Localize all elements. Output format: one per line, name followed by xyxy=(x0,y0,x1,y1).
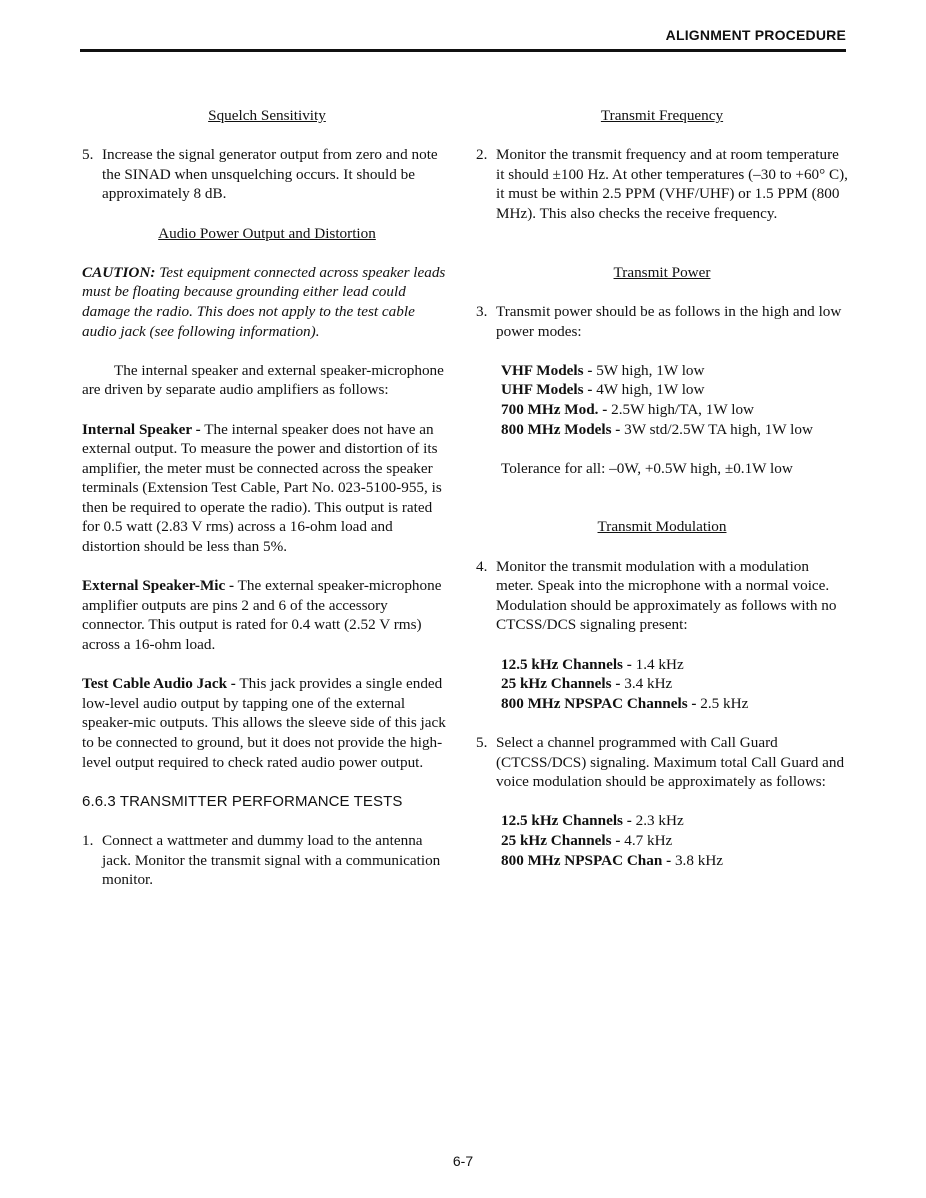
spec-label: UHF Models - xyxy=(501,381,593,399)
transmitter-step-1 xyxy=(82,831,452,890)
call-guard-spec-list xyxy=(476,811,848,870)
modulation-spec-row xyxy=(501,694,848,714)
spec-value: 5W high, 1W low xyxy=(596,361,705,379)
external-speaker-mic-label: External Speaker-Mic - xyxy=(82,577,235,595)
amplifier-intro: The internal speaker and external speaker-microphone are driven by separate audio amplifiers as follows: xyxy=(82,361,444,399)
header-rule xyxy=(80,49,846,52)
step-number: 5. xyxy=(476,734,488,751)
step-number: 3. xyxy=(476,302,488,320)
test-cable-audio-jack-label: Test Cable Audio Jack - xyxy=(82,675,236,693)
power-spec-row xyxy=(501,420,848,440)
test-cable-audio-jack-text: This jack provides a single ended low-level audio output by tapping one of the external speaker-mic outputs. This allows the sleeve side of this jack to be connected to ground, but it does not provide the high-level output required to check rated audio power output. xyxy=(82,675,446,771)
power-tolerance: Tolerance for all: –0W, +0.5W high, ±0.1W low xyxy=(501,459,793,477)
caution-note xyxy=(82,263,452,341)
spec-value: 3W std/2.5W TA high, 1W low xyxy=(624,420,813,438)
caution-label: CAUTION: xyxy=(82,263,156,281)
internal-speaker-paragraph xyxy=(82,420,452,557)
transmit-frequency-heading: Transmit Frequency xyxy=(600,107,724,124)
frequency-step-2 xyxy=(476,145,848,223)
external-speaker-mic-text: The external speaker-microphone amplifier outputs are pins 2 and 6 of the accessory connector. This output is rated for 0.4 watt (2.52 V rms) across a 16-ohm load. xyxy=(82,577,442,654)
spec-label: 800 MHz Models - xyxy=(501,420,621,438)
spec-label: 12.5 kHz Channels - xyxy=(501,655,632,673)
left-column xyxy=(82,106,452,890)
internal-speaker-text: The internal speaker does not have an external output. To measure the power and distortion of its amplifier, the meter must be connected across the speaker terminals (Extension Test Cable, Part No. 023-5100-955, is then be required to operate the radio). This output is rated for 0.5 watt (2.83 V rms) across a 16-ohm load and distortion should be less than 5%. xyxy=(82,420,442,556)
spec-label: 800 MHz NPSPAC Channels - xyxy=(501,694,697,712)
power-spec-row xyxy=(501,361,848,381)
squelch-step-5 xyxy=(82,145,452,204)
spec-label: 25 kHz Channels - xyxy=(501,831,621,849)
power-spec-row xyxy=(501,380,848,400)
power-spec-row xyxy=(501,400,848,420)
step-text: Increase the signal generator output from zero and note the SINAD when unsquelching occurs. It should be approximately 8 dB. xyxy=(102,146,438,203)
step-number: 2. xyxy=(476,146,488,164)
step-text: Monitor the transmit modulation with a modulation meter. Speak into the microphone with a normal voice. Modulation should be approximately as follows with no CTCSS/DCS signaling present: xyxy=(496,557,837,634)
spec-label: 800 MHz NPSPAC Chan - xyxy=(501,851,672,869)
power-step-3 xyxy=(476,302,848,341)
page-number: 6-7 xyxy=(452,1153,474,1169)
running-head-title: ALIGNMENT PROCEDURE xyxy=(665,27,846,43)
spec-label: 25 kHz Channels - xyxy=(501,675,621,693)
modulation-spec-row xyxy=(501,655,848,675)
spec-value: 3.8 kHz xyxy=(674,851,724,869)
transmit-power-heading: Transmit Power xyxy=(613,263,711,281)
modulation-spec-list xyxy=(476,655,848,714)
call-guard-step-5 xyxy=(476,733,848,792)
right-column xyxy=(476,106,848,870)
modulation-spec-row xyxy=(501,674,848,694)
spec-value: 4W high, 1W low xyxy=(596,381,705,399)
spec-value: 1.4 kHz xyxy=(635,655,684,673)
step-number: 4. xyxy=(476,557,488,575)
step-text: Monitor the transmit frequency and at room temperature it should ±100 Hz. At other temperatures (–30 to +60° C), it must be within 2.5 PPM (VHF/UHF) or 1.5 PPM (800 MHz). This also checks the receive frequency. xyxy=(496,146,848,222)
external-speaker-mic-paragraph xyxy=(82,576,452,654)
spec-value: 2.3 kHz xyxy=(635,812,684,830)
transmit-modulation-heading: Transmit Modulation xyxy=(597,518,727,536)
spec-value: 3.4 kHz xyxy=(624,675,673,693)
step-text: Select a channel programmed with Call Guard (CTCSS/DCS) signaling. Maximum total Call Guard and voice modulation should be approximately as follows: xyxy=(496,734,845,791)
spec-value: 2.5W high/TA, 1W low xyxy=(611,400,755,418)
audio-power-heading: Audio Power Output and Distortion xyxy=(158,224,376,242)
spec-label: VHF Models - xyxy=(501,361,593,379)
internal-speaker-label: Internal Speaker - xyxy=(82,420,201,438)
squelch-sensitivity-heading: Squelch Sensitivity xyxy=(208,107,326,124)
caution-text: Test equipment connected across speaker leads must be floating because grounding either lead could damage the radio. This does not apply to the test cable audio jack (see following information). xyxy=(82,263,446,340)
spec-value: 4.7 kHz xyxy=(624,831,673,849)
call-guard-spec-row xyxy=(501,811,848,831)
step-number: 5. xyxy=(82,146,94,164)
spec-label: 700 MHz Mod. - xyxy=(501,400,608,418)
spec-value: 2.5 kHz xyxy=(700,694,749,712)
spec-label: 12.5 kHz Channels - xyxy=(501,812,632,830)
call-guard-spec-row xyxy=(501,851,848,871)
call-guard-spec-row xyxy=(501,831,848,851)
section-heading-transmitter-tests: 6.6.3 TRANSMITTER PERFORMANCE TESTS xyxy=(82,792,403,810)
modulation-step-4 xyxy=(476,557,848,635)
step-text: Connect a wattmeter and dummy load to the antenna jack. Monitor the transmit signal with a communication monitor. xyxy=(102,831,441,889)
power-spec-list xyxy=(476,361,848,479)
step-number: 1. xyxy=(82,831,94,849)
step-text: Transmit power should be as follows in the high and low power modes: xyxy=(496,302,842,340)
test-cable-audio-jack-paragraph xyxy=(82,674,452,772)
